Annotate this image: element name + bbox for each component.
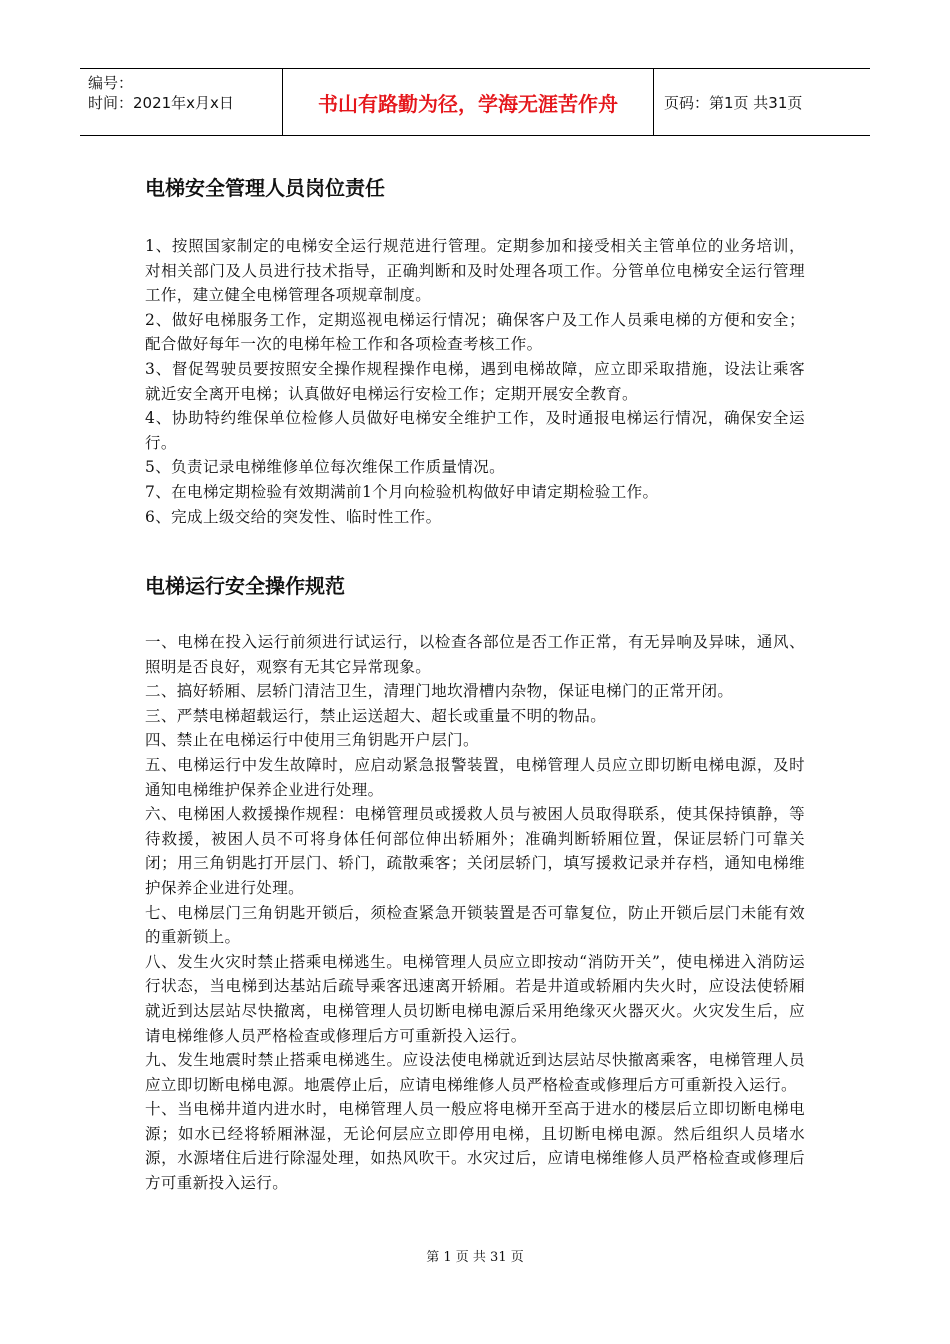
paragraph: 六、电梯困人救援操作规程：电梯管理员或援救人员与被困人员取得联系，使其保持镇静，等待救援，被困人员不可将身体任何部位伸出轿厢外；准确判断轿厢位置，保证层轿门可靠关闭；用三角钥匙打开层门、轿门，疏散乘客；关闭层轿门，填写援救记录并存档，通知电梯维护保养企业进行处理。 bbox=[145, 805, 805, 897]
motto: 书山有路勤为径，学海无涯苦作舟 bbox=[282, 69, 654, 135]
paragraph: 九、发生地震时禁止搭乘电梯逃生。应设法使电梯就近到达层站尽快撤离乘客，电梯管理人员应立即切断电梯电源。地震停止后，应请电梯维修人员严格检查或修理后方可重新投入运行。 bbox=[145, 1051, 805, 1094]
section-body-operations bbox=[145, 630, 805, 1196]
paragraph: 二、搞好轿厢、层轿门清洁卫生，清理门地坎滑槽内杂物，保证电梯门的正常开闭。 bbox=[145, 682, 734, 701]
section-title-duties: 电梯安全管理人员岗位责任 bbox=[145, 176, 385, 200]
paragraph: 5、负责记录电梯维修单位每次维保工作质量情况。 bbox=[145, 458, 506, 477]
paragraph: 6、完成上级交给的突发性、临时性工作。 bbox=[145, 507, 442, 526]
section-title-operations: 电梯运行安全操作规范 bbox=[145, 574, 345, 598]
paragraph: 四、禁止在电梯运行中使用三角钥匙开户层门。 bbox=[145, 731, 479, 750]
paragraph: 1、按照国家制定的电梯安全运行规范进行管理。定期参加和接受相关主管单位的业务培训，对相关部门及人员进行技术指导，正确判断和及时处理各项工作。分管单位电梯安全运行管理工作，建立健全电梯管理各项规章制度。 bbox=[145, 237, 805, 305]
paragraph: 十、当电梯井道内进水时，电梯管理人员一般应将电梯开至高于进水的楼层后立即切断电梯电源；如水已经将轿厢淋湿，无论何层应立即停用电梯，且切断电梯电源。然后组织人员堵水源，水源堵住后进行除湿处理，如热风吹干。水灾过后，应请电梯维修人员严格检查或修理后方可重新投入运行。 bbox=[145, 1100, 805, 1193]
date-line: 时间：2021年x月x日 bbox=[88, 94, 234, 112]
paragraph: 八、发生火灾时禁止搭乘电梯逃生。电梯管理人员应立即按动“消防开关”，使电梯进入消防运行状态，当电梯到达基站后疏导乘客迅速离开轿厢。若是井道或轿厢内失火时，应设法使轿厢就近到达层站尽快撤离，电梯管理人员切断电梯电源后采用绝缘灭火器灭火。火灾发生后，应请电梯维修人员严格检查或修理后方可重新投入运行。 bbox=[145, 952, 805, 1045]
paragraph: 2、做好电梯服务工作，定期巡视电梯运行情况；确保客户及工作人员乘电梯的方便和安全；配合做好每年一次的电梯年检工作和各项检查考核工作。 bbox=[145, 310, 805, 354]
page-footer: 第 1 页 共 31 页 bbox=[426, 1250, 524, 1265]
paragraph: 3、督促驾驶员要按照安全操作规程操作电梯，遇到电梯故障，应立即采取措施，设法让乘客就近安全离开电梯；认真做好电梯运行安检工作；定期开展安全教育。 bbox=[145, 359, 805, 403]
paragraph: 七、电梯层门三角钥匙开锁后，须检查紧急开锁装置是否可靠复位，防止开锁后层门未能有效的重新锁上。 bbox=[145, 903, 805, 947]
header-meta bbox=[80, 69, 282, 135]
page-info: 页码：第1页 共31页 bbox=[664, 93, 803, 112]
paragraph: 三、严禁电梯超载运行，禁止运送超大、超长或重量不明的物品。 bbox=[145, 706, 607, 725]
paragraph: 4、协助特约维保单位检修人员做好电梯安全维护工作，及时通报电梯运行情况，确保安全运行。 bbox=[145, 409, 805, 452]
paragraph: 7、在电梯定期检验有效期满前1个月向检验机构做好申请定期检验工作。 bbox=[145, 482, 659, 501]
section-body-duties bbox=[145, 234, 805, 529]
paragraph: 一、电梯在投入运行前须进行试运行，以检查各部位是否工作正常，有无异响及异味，通风、照明是否良好，观察有无其它异常现象。 bbox=[145, 633, 805, 676]
page-header bbox=[80, 68, 870, 136]
paragraph: 五、电梯运行中发生故障时，应启动紧急报警装置，电梯管理人员应立即切断电梯电源，及时通知电梯维护保养企业进行处理。 bbox=[145, 755, 805, 799]
serial-label: 编号： bbox=[88, 74, 134, 92]
